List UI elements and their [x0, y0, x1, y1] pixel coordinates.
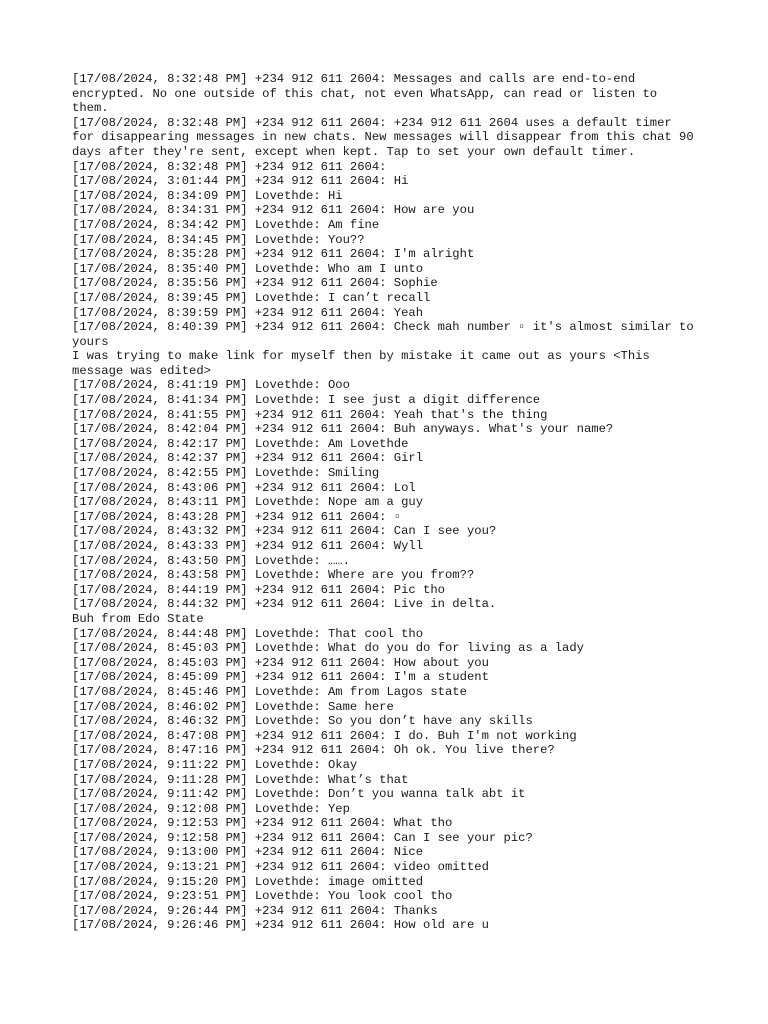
chat-line: [17/08/2024, 8:43:06 PM] +234 912 611 2604: Lol	[72, 480, 416, 495]
chat-line: [17/08/2024, 9:26:46 PM] +234 912 611 2604: How old are u	[72, 918, 489, 933]
chat-line: [17/08/2024, 8:42:37 PM] +234 912 611 2604: Girl	[72, 451, 424, 466]
chat-line: [17/08/2024, 8:41:55 PM] +234 912 611 2604: Yeah that's the thing	[72, 407, 548, 422]
chat-line: [17/08/2024, 8:40:39 PM] +234 912 611 2604: Check mah number ▫ it's almost similar to yours	[72, 320, 701, 349]
chat-line: [17/08/2024, 8:45:46 PM] Lovethde: Am from Lagos state	[72, 684, 467, 699]
chat-line: [17/08/2024, 8:46:02 PM] Lovethde: Same here	[72, 699, 394, 714]
chat-line: [17/08/2024, 9:11:42 PM] Lovethde: Don’t you wanna talk abt it	[72, 787, 526, 802]
chat-line: [17/08/2024, 8:42:17 PM] Lovethde: Am Lovethde	[72, 436, 409, 451]
chat-line: [17/08/2024, 9:11:28 PM] Lovethde: What’s that	[72, 772, 409, 787]
chat-line: [17/08/2024, 9:26:44 PM] +234 912 611 2604: Thanks	[72, 903, 438, 918]
chat-transcript-page	[72, 72, 701, 933]
chat-line: [17/08/2024, 8:47:16 PM] +234 912 611 2604: Oh ok. You live there?	[72, 743, 555, 758]
chat-line: [17/08/2024, 8:32:48 PM] +234 912 611 2604: Messages and calls are end-to-end encrypted. No one outside of this chat, not even WhatsApp, can read or listen to them.	[72, 72, 665, 116]
chat-line: [17/08/2024, 8:44:32 PM] +234 912 611 2604: Live in delta.	[72, 597, 497, 612]
chat-line: [17/08/2024, 8:43:28 PM] +234 912 611 2604: ▫	[72, 509, 402, 524]
chat-line: [17/08/2024, 9:11:22 PM] Lovethde: Okay	[72, 757, 358, 772]
chat-line: [17/08/2024, 9:12:08 PM] Lovethde: Yep	[72, 801, 350, 816]
chat-line: [17/08/2024, 8:43:32 PM] +234 912 611 2604: Can I see you?	[72, 524, 497, 539]
chat-line: [17/08/2024, 9:15:20 PM] Lovethde: image omitted	[72, 874, 424, 889]
chat-line: [17/08/2024, 8:39:45 PM] Lovethde: I can’t recall	[72, 290, 431, 305]
chat-line: [17/08/2024, 8:43:50 PM] Lovethde: …….	[72, 553, 350, 568]
chat-line: [17/08/2024, 8:42:55 PM] Lovethde: Smiling	[72, 466, 380, 481]
chat-line: [17/08/2024, 9:13:00 PM] +234 912 611 2604: Nice	[72, 845, 424, 860]
chat-line: [17/08/2024, 8:43:11 PM] Lovethde: Nope am a guy	[72, 495, 424, 510]
chat-line: [17/08/2024, 8:39:59 PM] +234 912 611 2604: Yeah	[72, 305, 424, 320]
chat-line: [17/08/2024, 8:47:08 PM] +234 912 611 2604: I do. Buh I'm not working	[72, 728, 577, 743]
chat-line: [17/08/2024, 8:44:19 PM] +234 912 611 2604: Pic tho	[72, 582, 445, 597]
chat-line: [17/08/2024, 8:45:03 PM] +234 912 611 2604: How about you	[72, 655, 489, 670]
chat-line: [17/08/2024, 9:23:51 PM] Lovethde: You look cool tho	[72, 889, 453, 904]
chat-line: [17/08/2024, 8:35:28 PM] +234 912 611 2604: I'm alright	[72, 247, 475, 262]
chat-line: [17/08/2024, 8:45:03 PM] Lovethde: What do you do for living as a lady	[72, 641, 584, 656]
chat-line: [17/08/2024, 9:12:53 PM] +234 912 611 2604: What tho	[72, 816, 453, 831]
chat-line: [17/08/2024, 8:32:48 PM] +234 912 611 2604:	[72, 159, 387, 174]
chat-line: [17/08/2024, 8:45:09 PM] +234 912 611 2604: I'm a student	[72, 670, 489, 685]
chat-line: I was trying to make link for myself then by mistake it came out as yours <This message was edited>	[72, 349, 658, 378]
chat-line: [17/08/2024, 8:34:09 PM] Lovethde: Hi	[72, 188, 343, 203]
chat-line: [17/08/2024, 8:43:58 PM] Lovethde: Where are you from??	[72, 568, 475, 583]
chat-line: [17/08/2024, 8:35:40 PM] Lovethde: Who am I unto	[72, 261, 424, 276]
chat-line: [17/08/2024, 8:42:04 PM] +234 912 611 2604: Buh anyways. What's your name?	[72, 422, 614, 437]
chat-line: [17/08/2024, 8:44:48 PM] Lovethde: That cool tho	[72, 626, 424, 641]
chat-line: [17/08/2024, 8:46:32 PM] Lovethde: So you don’t have any skills	[72, 714, 533, 729]
chat-line: [17/08/2024, 3:01:44 PM] +234 912 611 2604: Hi	[72, 174, 409, 189]
chat-line: [17/08/2024, 8:34:31 PM] +234 912 611 2604: How are you	[72, 203, 475, 218]
chat-line: [17/08/2024, 9:13:21 PM] +234 912 611 2604: video omitted	[72, 860, 489, 875]
chat-line: [17/08/2024, 8:34:42 PM] Lovethde: Am fine	[72, 217, 380, 232]
chat-line: Buh from Edo State	[72, 611, 204, 626]
chat-line: [17/08/2024, 8:32:48 PM] +234 912 611 2604: +234 912 611 2604 uses a default timer for disappearing messages in new chats. New messages will disappear from this chat 90 days after they're sent, except when kept. Tap to set your own default timer.	[72, 115, 701, 159]
chat-line: [17/08/2024, 8:34:45 PM] Lovethde: You??	[72, 232, 365, 247]
chat-line: [17/08/2024, 8:43:33 PM] +234 912 611 2604: Wyll	[72, 539, 424, 553]
chat-line: [17/08/2024, 8:41:34 PM] Lovethde: I see just a digit difference	[72, 393, 541, 408]
chat-line: [17/08/2024, 8:35:56 PM] +234 912 611 2604: Sophie	[72, 276, 438, 291]
chat-line: [17/08/2024, 9:12:58 PM] +234 912 611 2604: Can I see your pic?	[72, 830, 533, 845]
chat-line: [17/08/2024, 8:41:19 PM] Lovethde: Ooo	[72, 378, 350, 393]
